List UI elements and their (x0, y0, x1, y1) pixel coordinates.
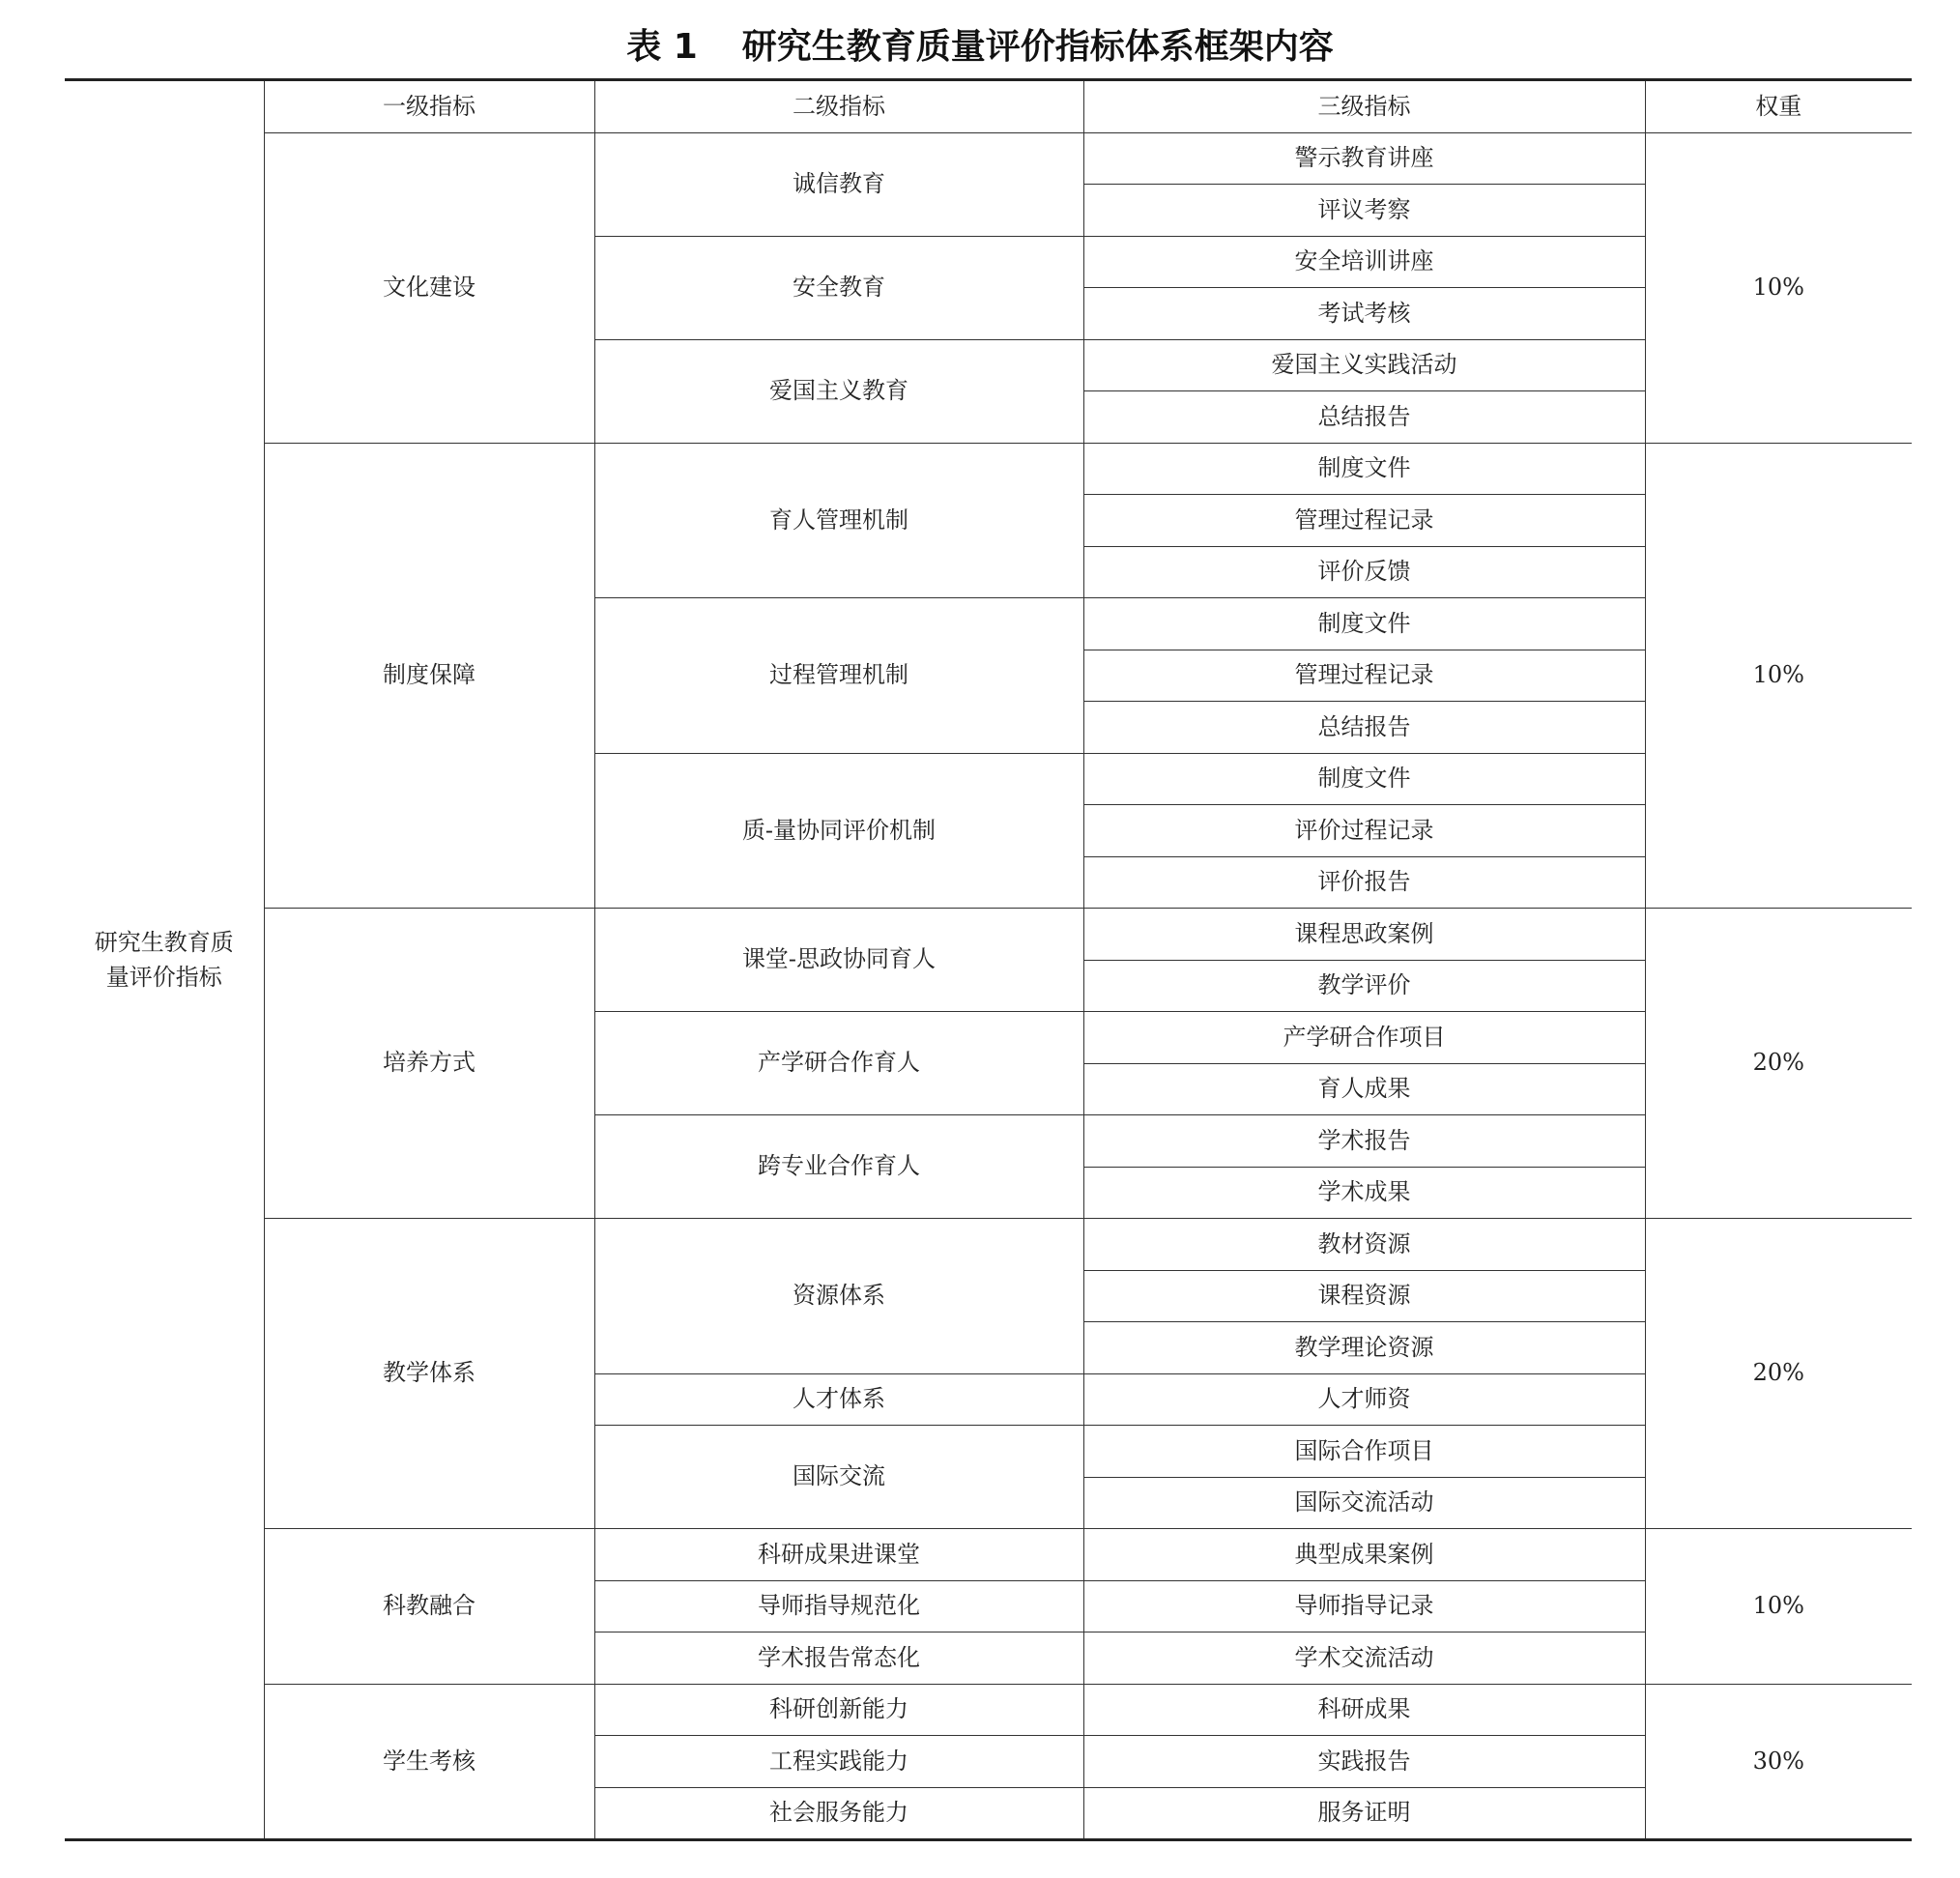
level3-cell: 制度文件 (1083, 598, 1645, 650)
level2-cell: 工程实践能力 (594, 1736, 1083, 1788)
level3-cell: 导师指导记录 (1083, 1580, 1645, 1632)
level3-cell: 评价反馈 (1083, 546, 1645, 598)
level2-cell: 资源体系 (594, 1219, 1083, 1374)
level3-cell: 总结报告 (1083, 391, 1645, 444)
level3-cell: 课程资源 (1083, 1270, 1645, 1322)
root-label-cell: 研究生教育质量评价指标 (65, 80, 264, 1840)
level3-cell: 制度文件 (1083, 443, 1645, 495)
table-row (65, 909, 1912, 961)
level3-cell: 教学理论资源 (1083, 1322, 1645, 1374)
level3-cell: 总结报告 (1083, 702, 1645, 754)
level2-cell: 诚信教育 (594, 132, 1083, 236)
level3-cell: 人才师资 (1083, 1373, 1645, 1426)
level2-cell: 导师指导规范化 (594, 1580, 1083, 1632)
weight-cell: 10% (1645, 1529, 1912, 1685)
level2-cell: 过程管理机制 (594, 598, 1083, 754)
level2-cell: 国际交流 (594, 1426, 1083, 1529)
level2-cell: 爱国主义教育 (594, 339, 1083, 443)
table-caption (0, 17, 1960, 70)
table-title: 研究生教育质量评价指标体系框架内容 (741, 26, 1334, 67)
level3-cell: 评议考察 (1083, 185, 1645, 237)
level2-cell: 课堂-思政协同育人 (594, 909, 1083, 1012)
level3-cell: 警示教育讲座 (1083, 132, 1645, 185)
weight-cell: 10% (1645, 132, 1912, 443)
weight-cell: 20% (1645, 1219, 1912, 1529)
level1-cell: 制度保障 (264, 443, 594, 909)
level3-cell: 评价报告 (1083, 856, 1645, 909)
level3-cell: 学术交流活动 (1083, 1632, 1645, 1685)
weight-cell: 10% (1645, 443, 1912, 909)
level1-cell: 教学体系 (264, 1219, 594, 1529)
level3-cell: 国际交流活动 (1083, 1477, 1645, 1529)
weight-cell: 30% (1645, 1684, 1912, 1840)
level3-cell: 管理过程记录 (1083, 650, 1645, 702)
level3-cell: 教材资源 (1083, 1219, 1645, 1271)
level3-cell: 管理过程记录 (1083, 495, 1645, 547)
level2-cell: 育人管理机制 (594, 443, 1083, 598)
level1-cell: 文化建设 (264, 132, 594, 443)
header-level3: 三级指标 (1083, 80, 1645, 133)
level3-cell: 课程思政案例 (1083, 909, 1645, 961)
level1-cell: 学生考核 (264, 1684, 594, 1840)
level3-cell: 国际合作项目 (1083, 1426, 1645, 1478)
level3-cell: 教学评价 (1083, 960, 1645, 1012)
level2-cell: 人才体系 (594, 1373, 1083, 1426)
level3-cell: 科研成果 (1083, 1684, 1645, 1736)
level3-cell: 考试考核 (1083, 288, 1645, 340)
header-row (65, 80, 1912, 133)
level3-cell: 产学研合作项目 (1083, 1012, 1645, 1064)
level3-cell: 制度文件 (1083, 753, 1645, 805)
level3-cell: 学术报告 (1083, 1115, 1645, 1168)
table-row (65, 1529, 1912, 1581)
level1-cell: 科教融合 (264, 1529, 594, 1685)
header-level2: 二级指标 (594, 80, 1083, 133)
table-body (65, 80, 1912, 1840)
header-weight: 权重 (1645, 80, 1912, 133)
level1-cell: 培养方式 (264, 909, 594, 1219)
level3-cell: 爱国主义实践活动 (1083, 339, 1645, 391)
table-row (65, 443, 1912, 495)
level2-cell: 学术报告常态化 (594, 1632, 1083, 1685)
level2-cell: 科研成果进课堂 (594, 1529, 1083, 1581)
level3-cell: 实践报告 (1083, 1736, 1645, 1788)
evaluation-index-table (65, 78, 1912, 1841)
level2-cell: 跨专业合作育人 (594, 1115, 1083, 1219)
level2-cell: 社会服务能力 (594, 1787, 1083, 1840)
level2-cell: 质-量协同评价机制 (594, 753, 1083, 909)
table-row (65, 1684, 1912, 1736)
level3-cell: 评价过程记录 (1083, 805, 1645, 857)
level3-cell: 育人成果 (1083, 1063, 1645, 1115)
table-number: 表 1 (626, 26, 698, 67)
table-row (65, 1219, 1912, 1271)
weight-cell: 20% (1645, 909, 1912, 1219)
level3-cell: 安全培训讲座 (1083, 236, 1645, 288)
level3-cell: 典型成果案例 (1083, 1529, 1645, 1581)
header-level1: 一级指标 (264, 80, 594, 133)
level2-cell: 科研创新能力 (594, 1684, 1083, 1736)
level3-cell: 学术成果 (1083, 1167, 1645, 1219)
level2-cell: 产学研合作育人 (594, 1012, 1083, 1115)
level3-cell: 服务证明 (1083, 1787, 1645, 1840)
table-row (65, 132, 1912, 185)
level2-cell: 安全教育 (594, 236, 1083, 339)
